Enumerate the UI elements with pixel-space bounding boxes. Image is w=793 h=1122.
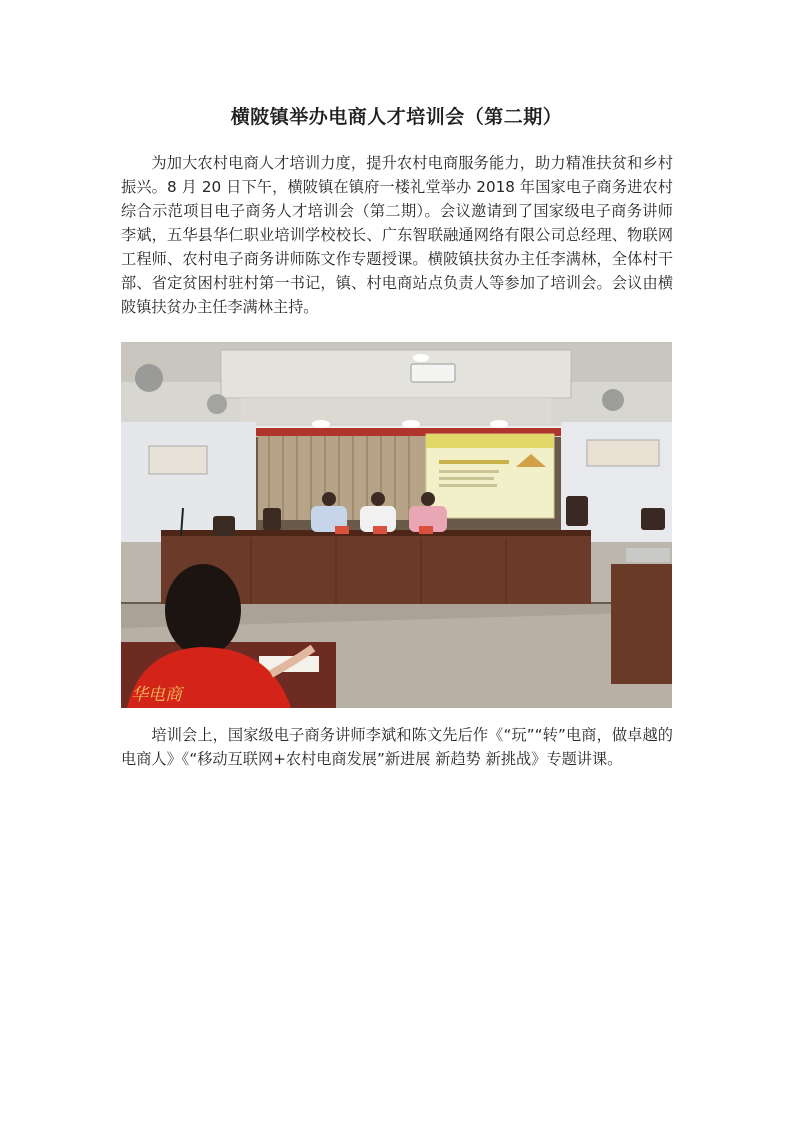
meeting-photo xyxy=(121,342,672,708)
lecture-paragraph: 培训会上，国家级电子商务讲师李斌和陈文先后作《“玩”“转”电商，做卓越的电商人》《“移动互联网+农村电商发展”新进展 新趋势 新挑战》专题讲课。 xyxy=(121,726,673,768)
shirt-text: 华电商 xyxy=(131,685,182,705)
intro-paragraph: 为加大农村电商人才培训力度，提升农村电商服务能力，助力精准扶贫和乡村振兴。8 月 20 日下午，横陂镇在镇府一楼礼堂举办 2018 年国家电子商务进农村综合示范项目电子商务人才培训会（第二期）。会议邀请到了国家级电子商务讲师李斌，五华县华仁职业培训学校校长、广东智联融通网络有限公司总经理、物联网工程师、农村电子商务讲师陈文作专题授课。横陂镇扶贫办主任李满林，全体村干部、省定贫困村驻村第一书记，镇、村电商站点负责人等参加了培训会。会议由横陂镇扶贫办主任李满林主持。 xyxy=(121,154,673,316)
document-title: 横陂镇举办电商人才培训会（第二期） xyxy=(230,106,563,128)
